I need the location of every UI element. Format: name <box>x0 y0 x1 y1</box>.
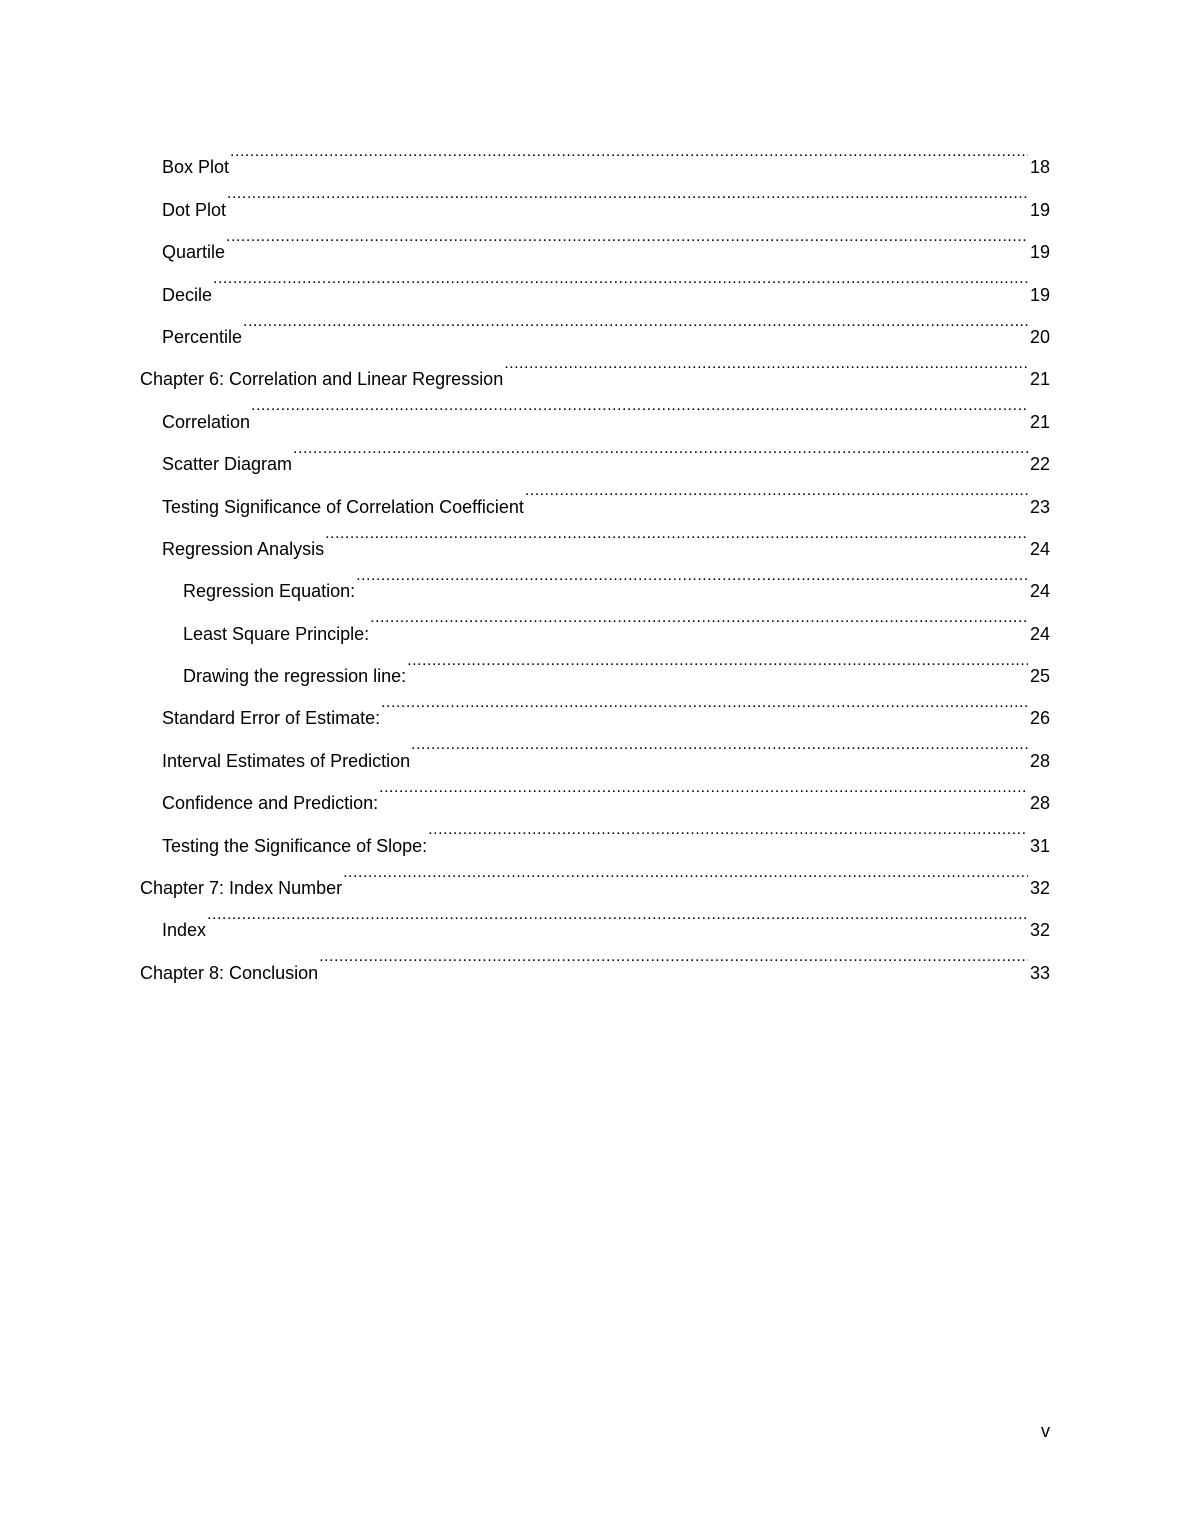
toc-entry-title: Testing Significance of Correlation Coefficient <box>162 496 524 517</box>
toc-entry-page: 19 <box>1029 242 1050 263</box>
dot-leader <box>230 131 1028 173</box>
dot-leader <box>381 682 1028 724</box>
toc-entry-decile[interactable] <box>140 258 1050 305</box>
dot-leader <box>356 555 1028 597</box>
dot-leader <box>227 173 1028 215</box>
toc-entry-title: Index <box>162 920 207 941</box>
dot-leader <box>411 724 1028 766</box>
toc-entry-title: Regression Equation: <box>183 581 356 602</box>
table-of-contents <box>140 131 1050 983</box>
dot-leader <box>407 640 1028 682</box>
toc-entry-title: Least Square Principle: <box>183 623 370 644</box>
toc-entry-title: Chapter 7: Index Number <box>140 878 343 899</box>
toc-entry-correlation[interactable] <box>140 385 1050 432</box>
toc-entry-page: 24 <box>1029 581 1050 602</box>
toc-entry-chapter-8[interactable] <box>140 936 1050 983</box>
toc-entry-page: 32 <box>1029 920 1050 941</box>
toc-entry-page: 22 <box>1029 454 1050 475</box>
toc-entry-page: 28 <box>1029 750 1050 771</box>
toc-entry-title: Standard Error of Estimate: <box>162 708 381 729</box>
dot-leader <box>325 513 1028 555</box>
dot-leader <box>525 470 1028 512</box>
toc-entry-page: 26 <box>1029 708 1050 729</box>
toc-entry-page: 23 <box>1029 496 1050 517</box>
toc-entry-page: 32 <box>1029 878 1050 899</box>
toc-entry-page: 33 <box>1029 962 1050 983</box>
toc-entry-percentile[interactable] <box>140 301 1050 347</box>
dot-leader <box>207 894 1028 936</box>
toc-entry-dot-plot[interactable] <box>140 173 1050 220</box>
toc-entry-chapter-6[interactable] <box>140 343 1050 390</box>
toc-entry-title: Drawing the regression line: <box>183 666 407 687</box>
toc-entry-quartile[interactable] <box>140 216 1050 263</box>
dot-leader <box>243 301 1028 343</box>
toc-entry-title: Confidence and Prediction: <box>162 793 379 814</box>
toc-entry-page: 24 <box>1029 623 1050 644</box>
toc-entry-box-plot[interactable] <box>140 131 1050 178</box>
dot-leader <box>370 597 1028 639</box>
toc-entry-page: 19 <box>1029 284 1050 305</box>
toc-entry-title: Interval Estimates of Prediction <box>162 750 411 771</box>
toc-entry-title: Regression Analysis <box>162 538 325 559</box>
toc-entry-page: 19 <box>1029 199 1050 220</box>
toc-entry-page: 21 <box>1029 411 1050 432</box>
toc-entry-index[interactable] <box>140 894 1050 941</box>
toc-entry-title: Chapter 6: Correlation and Linear Regression <box>140 369 504 390</box>
toc-entry-title: Testing the Significance of Slope: <box>162 835 428 856</box>
toc-entry-page: 21 <box>1029 369 1050 390</box>
dot-leader <box>319 936 1028 978</box>
toc-entry-page: 24 <box>1029 538 1050 559</box>
dot-leader <box>504 343 1028 385</box>
toc-entry-page: 28 <box>1029 793 1050 814</box>
toc-entry-page: 20 <box>1029 326 1050 347</box>
toc-entry-page: 25 <box>1029 666 1050 687</box>
toc-entry-title: Quartile <box>162 242 226 263</box>
page-number: v <box>1041 1421 1050 1441</box>
dot-leader <box>343 852 1028 894</box>
dot-leader <box>213 258 1028 300</box>
toc-entry-title: Decile <box>162 284 213 305</box>
dot-leader <box>428 809 1028 851</box>
dot-leader <box>226 216 1028 258</box>
dot-leader <box>293 428 1028 470</box>
toc-entry-page: 18 <box>1029 157 1050 178</box>
toc-entry-title: Correlation <box>162 411 251 432</box>
toc-entry-title: Scatter Diagram <box>162 454 293 475</box>
toc-entry-title: Percentile <box>162 326 243 347</box>
toc-entry-page: 31 <box>1029 835 1050 856</box>
dot-leader <box>251 385 1028 427</box>
toc-entry-title: Box Plot <box>162 157 230 178</box>
toc-entry-title: Dot Plot <box>162 199 227 220</box>
dot-leader <box>379 767 1028 809</box>
toc-entry-title: Chapter 8: Conclusion <box>140 962 319 983</box>
toc-entry-scatter-diagram[interactable] <box>140 428 1050 475</box>
